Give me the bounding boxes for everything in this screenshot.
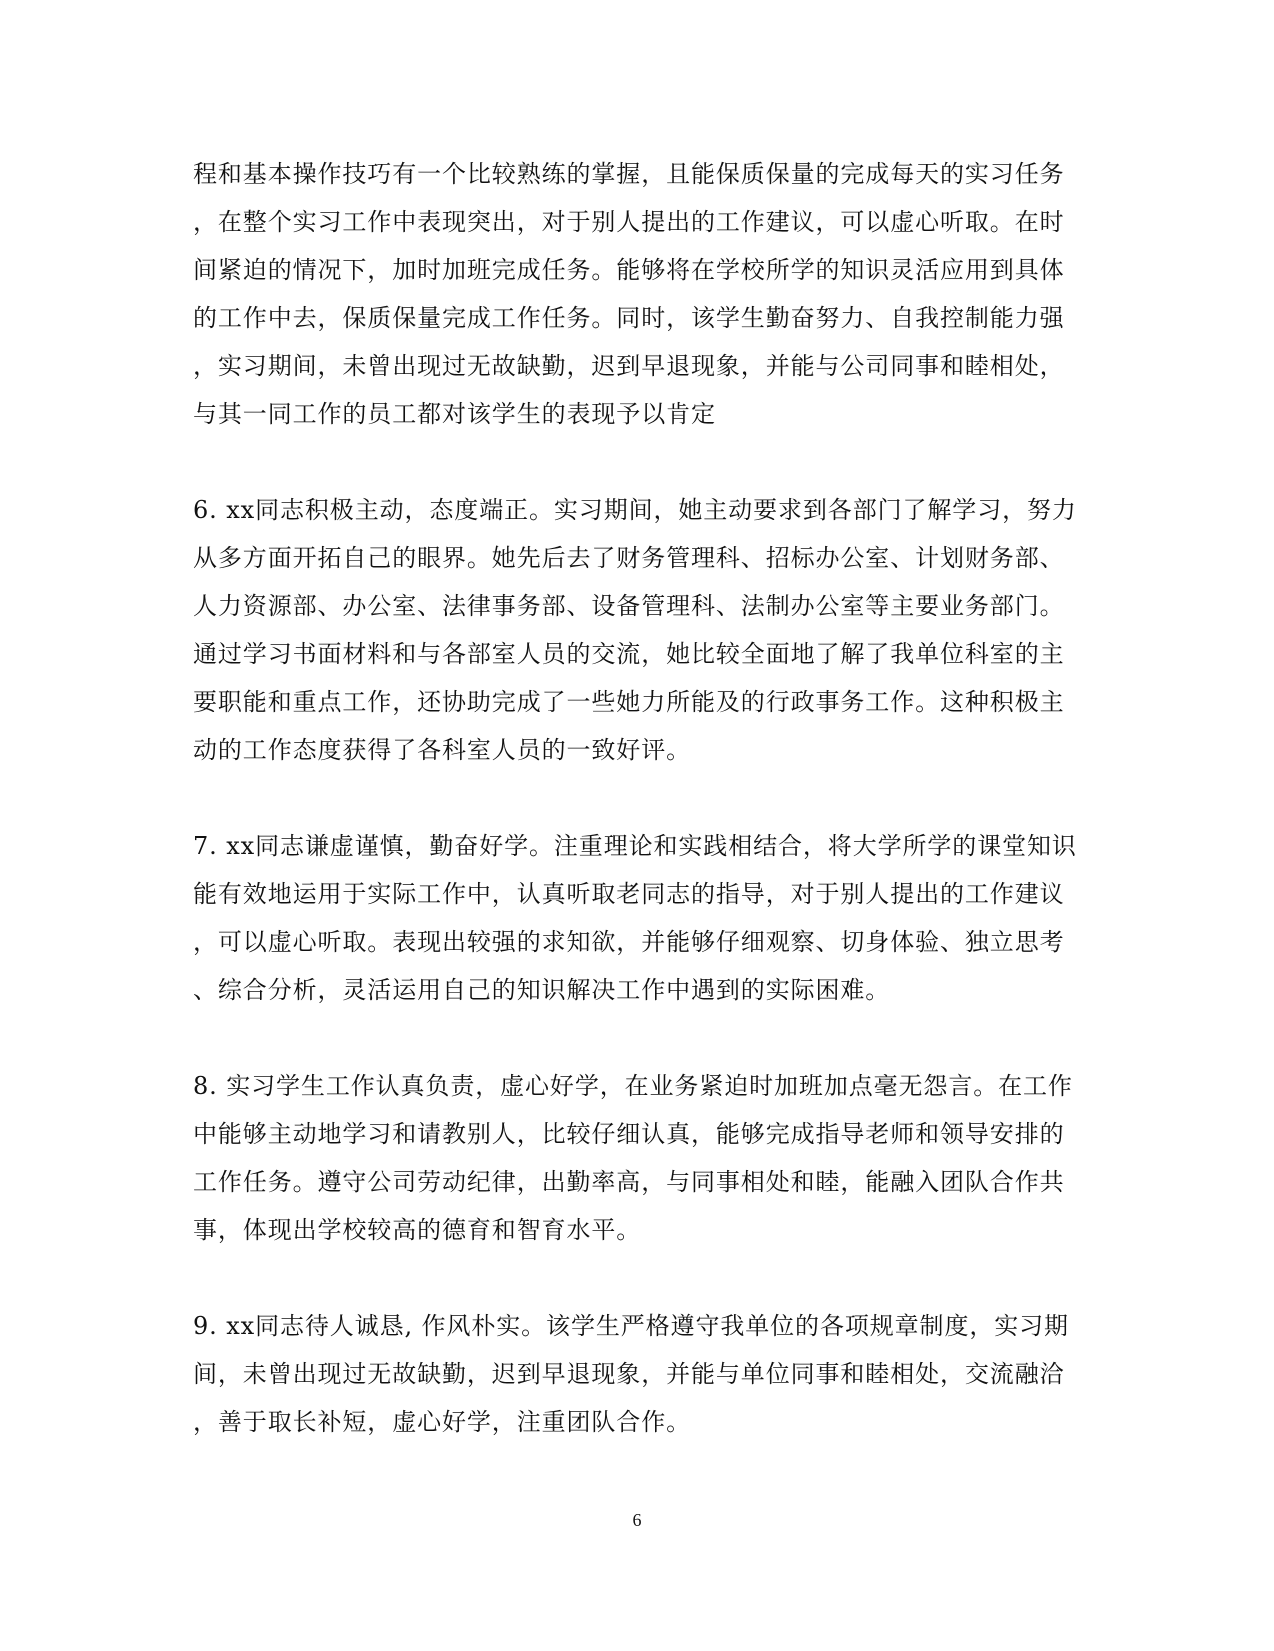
paragraph-item-8 (193, 1062, 1083, 1254)
text-line: 程和基本操作技巧有一个比较熟练的掌握，且能保质保量的完成每天的实习任务 (193, 160, 1065, 188)
text-line: ，实习期间，未曾出现过无故缺勤，迟到早退现象，并能与公司同事和睦相处， (193, 352, 1065, 380)
text-line: 人力资源部、办公室、法律事务部、设备管理科、法制办公室等主要业务部门。 (193, 592, 1065, 620)
text-line: 中能够主动地学习和请教别人，比较仔细认真，能够完成指导老师和领导安排的 (193, 1120, 1065, 1148)
text-line: 工作任务。遵守公司劳动纪律，出勤率高，与同事相处和睦，能融入团队合作共 (193, 1168, 1065, 1196)
text-line: 6. xx同志积极主动，态度端正。实习期间，她主动要求到各部门了解学习，努力 (193, 496, 1077, 524)
text-line: ，在整个实习工作中表现突出，对于别人提出的工作建议，可以虚心听取。在时 (193, 208, 1065, 236)
text-line: 、综合分析，灵活运用自己的知识解决工作中遇到的实际困难。 (193, 976, 891, 1004)
paragraph-gap (193, 774, 1083, 822)
paragraph-gap (193, 438, 1083, 486)
text-line: 7. xx同志谦虚谨慎，勤奋好学。注重理论和实践相结合，将大学所学的课堂知识 (193, 832, 1077, 860)
text-line: ，善于取长补短，虚心好学，注重团队合作。 (193, 1408, 691, 1436)
paragraph-item-7 (193, 822, 1083, 1014)
text-line: 与其一同工作的员工都对该学生的表现予以肯定 (193, 400, 716, 428)
text-line: ，可以虚心听取。表现出较强的求知欲，并能够仔细观察、切身体验、独立思考 (193, 928, 1065, 956)
paragraph-item-6 (193, 486, 1083, 774)
text-line: 从多方面开拓自己的眼界。她先后去了财务管理科、招标办公室、计划财务部、 (193, 544, 1065, 572)
text-line: 通过学习书面材料和与各部室人员的交流，她比较全面地了解了我单位科室的主 (193, 640, 1065, 668)
body-text (193, 150, 1083, 1446)
page-number: 6 (632, 1510, 642, 1530)
paragraph-gap (193, 1254, 1083, 1302)
text-line: 9. xx同志待人诚恳, 作风朴实。该学生严格遵守我单位的各项规章制度，实习期 (193, 1312, 1069, 1340)
text-line: 能有效地运用于实际工作中，认真听取老同志的指导，对于别人提出的工作建议 (193, 880, 1065, 908)
paragraph-item-9 (193, 1302, 1083, 1446)
text-line: 8. 实习学生工作认真负责，虚心好学，在业务紧迫时加班加点毫无怨言。在工作 (193, 1072, 1073, 1100)
text-line: 事，体现出学校较高的德育和智育水平。 (193, 1216, 642, 1244)
text-line: 间紧迫的情况下，加时加班完成任务。能够将在学校所学的知识灵活应用到具体 (193, 256, 1065, 284)
paragraph-gap (193, 1014, 1083, 1062)
text-line: 要职能和重点工作，还协助完成了一些她力所能及的行政事务工作。这种积极主 (193, 688, 1065, 716)
text-line: 的工作中去，保质保量完成工作任务。同时，该学生勤奋努力、自我控制能力强 (193, 304, 1065, 332)
paragraph-continuation (193, 150, 1083, 438)
text-line: 间，未曾出现过无故缺勤，迟到早退现象，并能与单位同事和睦相处，交流融洽 (193, 1360, 1065, 1388)
text-line: 动的工作态度获得了各科室人员的一致好评。 (193, 736, 691, 764)
